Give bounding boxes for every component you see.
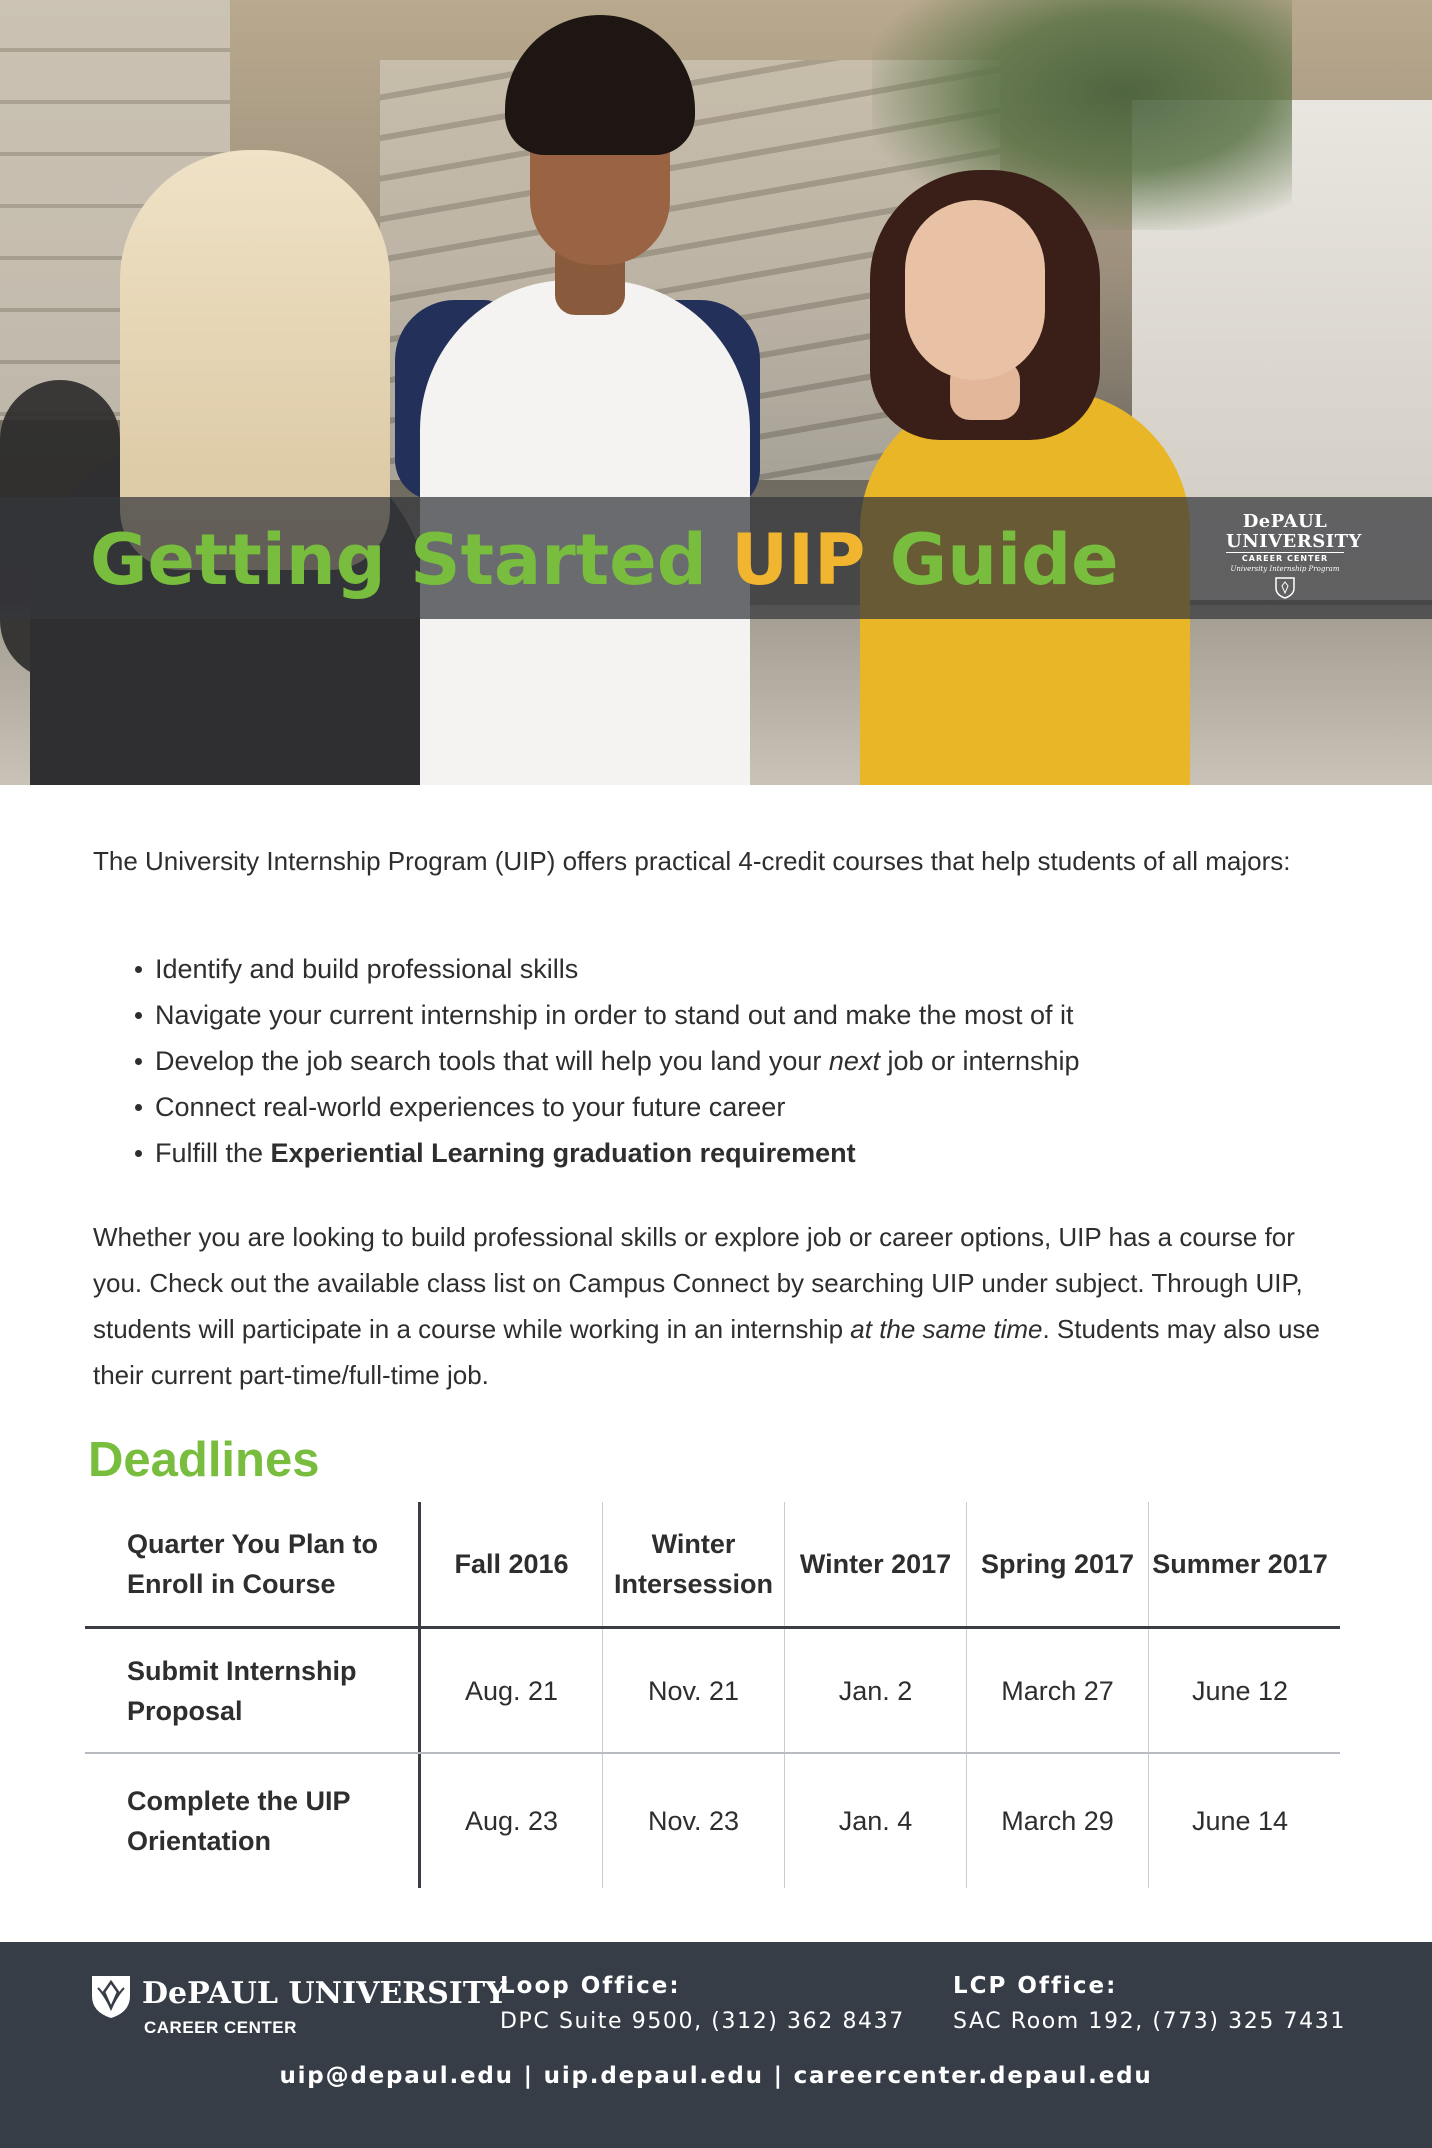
benefits-list	[135, 946, 1385, 1176]
table-cell: Jan. 4	[785, 1754, 967, 1888]
course-info-text: Whether you are looking to build professional skills or explore job or career options, UIP has a course for you. Check out the available class list on Campus Connect by searching UIP under subject. Through UIP, students will participate in a course while working in an internship	[93, 1222, 1303, 1344]
list-item-text: Fulfill the	[155, 1138, 271, 1168]
page-title	[90, 510, 1119, 610]
course-info-emphasis: at the same time	[850, 1314, 1043, 1344]
shield-icon	[90, 1974, 132, 2020]
table-cell: Aug. 23	[421, 1754, 603, 1888]
footer-logo	[90, 1968, 507, 2048]
deadlines-heading: Deadlines	[88, 1433, 320, 1487]
table-cell: Nov. 21	[603, 1629, 785, 1752]
title-uip: UIP	[731, 519, 866, 601]
depaul-career-center-logo	[1226, 511, 1362, 607]
logo-depaul: DePAUL	[1242, 511, 1328, 532]
course-info-paragraph	[93, 1214, 1343, 1398]
loop-office	[500, 1970, 905, 2042]
table-cell: June 12	[1191, 1675, 1289, 1706]
row-label-complete-orientation: Complete the UIP Orientation	[85, 1754, 421, 1888]
list-item-emphasis: next	[828, 1046, 880, 1076]
list-item-text: Identify and build professional skills	[155, 954, 579, 984]
list-item-bold: Experiential Learning graduation requirement	[270, 1138, 856, 1168]
table-header-row	[85, 1502, 1340, 1629]
table-cell: June 14	[1191, 1806, 1289, 1836]
deadlines-table	[85, 1502, 1340, 1888]
list-item	[135, 946, 1385, 992]
title-guide: Guide	[865, 519, 1119, 601]
course-info-text-end: . Students may also use their current part-time/full-time job.	[93, 1314, 1320, 1390]
footer-logo-name: DePAUL UNIVERSITY	[142, 1976, 507, 2011]
table-row	[85, 1629, 1340, 1754]
logo-career-center: CAREER CENTER	[1241, 554, 1329, 563]
logo-uip: University Internship Program	[1230, 565, 1340, 573]
table-header-winter-2017: Winter 2017	[785, 1502, 967, 1626]
list-item	[135, 1084, 1385, 1130]
table-cell: Jan. 2	[785, 1629, 967, 1752]
loop-office-label: Loop Office:	[500, 1973, 681, 1999]
lcp-office-value: SAC Room 192, (773) 325 7431	[953, 2009, 1346, 2034]
logo-university: UNIVERSITY	[1226, 531, 1362, 552]
hero-woman-face	[905, 200, 1045, 380]
lcp-office	[953, 1970, 1346, 2042]
list-item	[135, 992, 1385, 1038]
table-cell: Nov. 23	[603, 1754, 785, 1888]
title-getting-started: Getting Started	[90, 519, 732, 601]
hero-man-hair	[505, 15, 695, 155]
hero-photo	[0, 0, 1432, 785]
loop-office-value: DPC Suite 9500, (312) 362 8437	[500, 2009, 905, 2034]
table-cell: March 29	[967, 1754, 1149, 1888]
footer	[0, 1942, 1432, 2148]
row-label-submit-proposal: Submit Internship Proposal	[85, 1629, 421, 1752]
list-item	[135, 1130, 1385, 1176]
intro-paragraph: The University Internship Program (UIP) offers practical 4-credit courses that help students of all majors:	[93, 846, 1291, 876]
table-header-quarter: Quarter You Plan to Enroll in Course	[85, 1502, 421, 1626]
list-item-text: Develop the job search tools that will help you land your	[155, 1046, 829, 1076]
lcp-office-label: LCP Office:	[953, 1973, 1118, 1999]
shield-icon	[1275, 577, 1295, 599]
table-header-summer-2017: Summer 2017	[1152, 1549, 1328, 1579]
table-cell: Aug. 21	[421, 1629, 603, 1752]
list-item-text: Navigate your current internship in order to stand out and make the most of it	[155, 1000, 1074, 1030]
table-header-fall-2016: Fall 2016	[421, 1502, 603, 1626]
table-row	[85, 1754, 1340, 1888]
list-item-text: Connect real-world experiences to your future career	[155, 1092, 786, 1122]
footer-logo-sub: CAREER CENTER	[144, 2018, 297, 2037]
table-header-spring-2017: Spring 2017	[967, 1502, 1149, 1626]
footer-contacts: uip@depaul.edu | uip.depaul.edu | careercenter.depaul.edu	[279, 2063, 1153, 2089]
list-item-text-after: job or internship	[879, 1046, 1080, 1076]
table-header-winter-intersession: Winter Intersession	[603, 1502, 785, 1626]
table-cell: March 27	[967, 1629, 1149, 1752]
list-item	[135, 1038, 1385, 1084]
